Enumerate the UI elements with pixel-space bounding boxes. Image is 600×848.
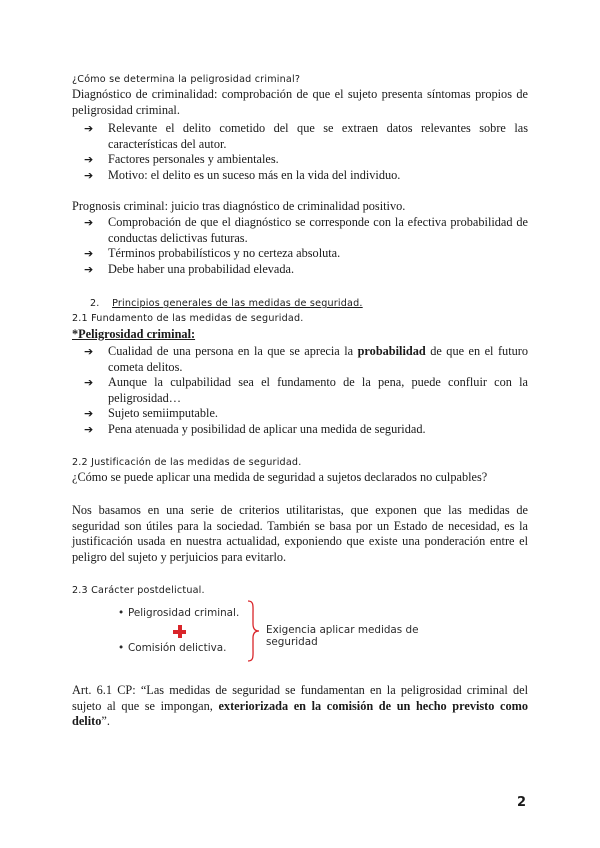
arrow-icon: ➔ <box>84 168 94 182</box>
article-emphasis: exteriorizada en la comisión de un hecho previsto como delito <box>72 698 529 729</box>
justificacion-question: ¿Cómo se puede aplicar una medida de seguridad a sujetos declarados no culpables? <box>72 470 488 484</box>
subsection-2-2-title: 2.2 Justificación de las medidas de seguridad. <box>72 457 302 468</box>
arrow-icon: ➔ <box>84 345 94 358</box>
peligrosidad-heading: *Peligrosidad criminal: <box>72 327 196 341</box>
diagnostico-list <box>72 121 528 183</box>
section-2-heading <box>90 297 363 310</box>
curly-brace-icon <box>246 600 260 662</box>
list-item: ➔ Comprobación de que el diagnóstico se corresponde con la efectiva probabilidad de conductas delictivas futuras. <box>84 215 528 245</box>
arrow-icon: ➔ <box>84 262 94 276</box>
fundamento-list <box>72 344 528 438</box>
diagram-result: Exigencia aplicar medidas de seguridad <box>266 624 419 648</box>
list-item: ➔ Relevante el delito cometido del que se extraen datos relevantes sobre las características del autor. <box>84 121 528 151</box>
red-cross-icon <box>173 625 186 638</box>
diagram-item-peligrosidad: • Peligrosidad criminal. <box>118 607 240 619</box>
postdelictual-diagram <box>118 600 468 664</box>
arrow-icon: ➔ <box>84 422 94 436</box>
arrow-icon: ➔ <box>84 407 94 421</box>
question-heading: ¿Cómo se determina la peligrosidad criminal? <box>72 74 301 85</box>
list-item: ➔ Términos probabilísticos y no certeza absoluta. <box>84 246 341 261</box>
page-number: 2 <box>517 795 527 810</box>
prognosis-list <box>72 215 528 277</box>
list-item: ➔ Debe haber una probabilidad elevada. <box>84 261 295 276</box>
prognosis-paragraph: Prognosis criminal: juicio tras diagnóstico de criminalidad positivo. <box>72 199 406 213</box>
arrow-icon: ➔ <box>84 216 94 229</box>
justificacion-paragraph: Nos basamos en una serie de criterios utilitaristas, que exponen que las medidas de seguridad son útiles para la sociedad. También se basa por un Estado de necesidad, es la justificación usada en nuestra actualidad, exponiendo que existe una ponderación entre el peligro del sujeto y perjuicios para evitarlo. <box>72 503 528 564</box>
section-number: 2. <box>90 298 100 309</box>
article-quote: Art. 6.1 CP: “Las medidas de seguridad se fundamentan en la peligrosidad criminal del sujeto al que se impongan, exteriorizada en la comisión de un hecho previsto como delito”. <box>72 683 529 729</box>
diagram-item-comision: • Comisión delictiva. <box>118 642 227 654</box>
list-item: ➔ Sujeto semiimputable. <box>84 406 218 421</box>
bold-term: probabilidad <box>357 344 426 358</box>
arrow-icon: ➔ <box>84 247 94 261</box>
arrow-icon: ➔ <box>84 376 94 390</box>
arrow-icon: ➔ <box>84 153 94 167</box>
subsection-2-3-title: 2.3 Carácter postdelictual. <box>72 585 205 596</box>
diagnostico-paragraph: Diagnóstico de criminalidad: comprobación de que el sujeto presenta síntomas propios de peligrosidad criminal. <box>72 87 528 117</box>
list-item: ➔ Motivo: el delito es un suceso más en la vida del individuo. <box>84 167 401 182</box>
list-item: ➔ Pena atenuada y posibilidad de aplicar una medida de seguridad. <box>84 421 426 436</box>
list-item: ➔ Factores personales y ambientales. <box>84 152 279 167</box>
subsection-2-1-title: 2.1 Fundamento de las medidas de seguridad. <box>72 313 304 324</box>
list-item: ➔ Aunque la culpabilidad sea el fundamento de la pena, puede confluir con la peligrosidad… <box>84 375 528 405</box>
bullet-icon: • <box>118 607 125 619</box>
list-item: ➔ Cualidad de una persona en la que se aprecia la probabilidad de que en el futuro cometa delitos. <box>84 344 528 374</box>
section-title: Principios generales de las medidas de seguridad. <box>112 298 363 309</box>
arrow-icon: ➔ <box>84 122 94 135</box>
bullet-icon: • <box>118 642 125 654</box>
